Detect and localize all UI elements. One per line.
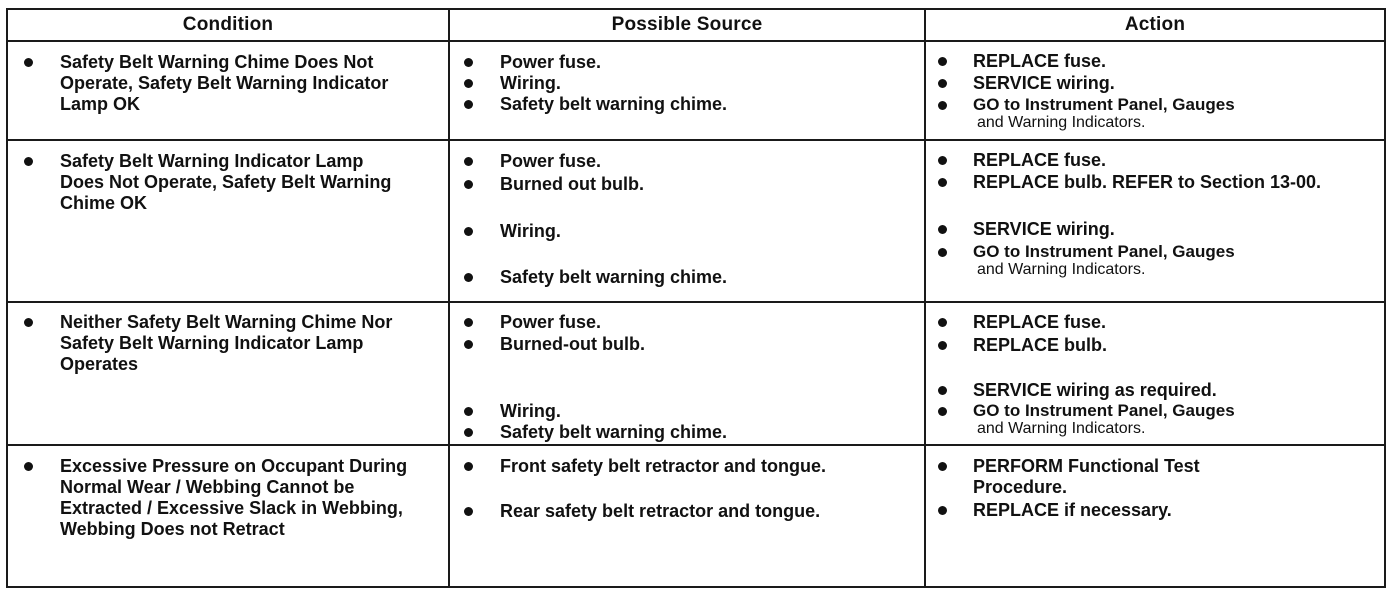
condition-item: Excessive Pressure on Occupant During Normal Wear / Webbing Cannot be Extracted / Excessive Slack in Webbing, Webbing Does not Retract bbox=[8, 456, 436, 540]
action-cell bbox=[925, 140, 1385, 302]
action-item: GO to Instrument Panel, Gauges bbox=[926, 401, 1376, 420]
source-item: Power fuse. bbox=[450, 312, 916, 333]
action-item: REPLACE fuse. bbox=[926, 51, 1376, 72]
bullet-icon bbox=[464, 100, 473, 109]
source-item: Safety belt warning chime. bbox=[450, 422, 916, 443]
table-row bbox=[7, 41, 1385, 140]
bullet-icon bbox=[464, 428, 473, 437]
source-item: Power fuse. bbox=[450, 151, 916, 172]
header-action: Action bbox=[925, 9, 1385, 41]
condition-item: Neither Safety Belt Warning Chime Nor Safety Belt Warning Indicator Lamp Operates bbox=[8, 312, 444, 375]
action-item: SERVICE wiring. bbox=[926, 219, 1376, 240]
action-item: GO to Instrument Panel, Gauges bbox=[926, 242, 1376, 261]
condition-cell bbox=[7, 445, 449, 587]
source-item: Burned-out bulb. bbox=[450, 334, 916, 355]
bullet-icon bbox=[464, 507, 473, 516]
condition-item: Safety Belt Warning Chime Does Not Operate, Safety Belt Warning Indicator Lamp OK bbox=[8, 52, 428, 115]
table-row bbox=[7, 140, 1385, 302]
bullet-icon bbox=[464, 340, 473, 349]
header-condition: Condition bbox=[7, 9, 449, 41]
action-continuation: and Warning Indicators. bbox=[977, 420, 1146, 437]
bullet-icon bbox=[464, 273, 473, 282]
action-item: REPLACE if necessary. bbox=[926, 500, 1376, 521]
source-item: Safety belt warning chime. bbox=[450, 94, 916, 115]
condition-cell bbox=[7, 41, 449, 140]
action-cell bbox=[925, 445, 1385, 587]
action-item: REPLACE fuse. bbox=[926, 312, 1376, 333]
source-item: Safety belt warning chime. bbox=[450, 267, 916, 288]
condition-item: Safety Belt Warning Indicator Lamp Does Not Operate, Safety Belt Warning Chime OK bbox=[8, 151, 408, 214]
action-item: REPLACE bulb. REFER to Section 13-00. bbox=[926, 172, 1344, 193]
bullet-icon bbox=[938, 79, 947, 88]
bullet-icon bbox=[464, 180, 473, 189]
bullet-icon bbox=[464, 58, 473, 67]
source-item: Rear safety belt retractor and tongue. bbox=[450, 501, 844, 522]
header-row bbox=[7, 9, 1385, 41]
header-source: Possible Source bbox=[449, 9, 925, 41]
source-item: Front safety belt retractor and tongue. bbox=[450, 456, 844, 477]
source-cell bbox=[449, 302, 925, 445]
bullet-icon bbox=[938, 248, 947, 257]
bullet-icon bbox=[24, 157, 33, 166]
action-continuation: and Warning Indicators. bbox=[977, 114, 1146, 131]
action-item: PERFORM Functional Test Procedure. bbox=[926, 456, 1274, 498]
action-item: REPLACE bulb. bbox=[926, 335, 1376, 356]
condition-cell bbox=[7, 302, 449, 445]
source-item: Wiring. bbox=[450, 73, 916, 94]
source-item: Power fuse. bbox=[450, 52, 916, 73]
table-row bbox=[7, 445, 1385, 587]
bullet-icon bbox=[464, 79, 473, 88]
bullet-icon bbox=[938, 318, 947, 327]
bullet-icon bbox=[938, 341, 947, 350]
bullet-icon bbox=[938, 462, 947, 471]
bullet-icon bbox=[938, 506, 947, 515]
source-cell bbox=[449, 445, 925, 587]
action-cell bbox=[925, 302, 1385, 445]
action-continuation: and Warning Indicators. bbox=[977, 261, 1146, 278]
bullet-icon bbox=[938, 178, 947, 187]
source-cell bbox=[449, 140, 925, 302]
bullet-icon bbox=[24, 462, 33, 471]
bullet-icon bbox=[464, 462, 473, 471]
source-item: Burned out bulb. bbox=[450, 174, 916, 195]
bullet-icon bbox=[464, 157, 473, 166]
bullet-icon bbox=[464, 407, 473, 416]
action-item: SERVICE wiring. bbox=[926, 73, 1376, 94]
bullet-icon bbox=[938, 57, 947, 66]
action-item: SERVICE wiring as required. bbox=[926, 380, 1376, 401]
action-item: REPLACE fuse. bbox=[926, 150, 1376, 171]
bullet-icon bbox=[24, 58, 33, 67]
source-item: Wiring. bbox=[450, 221, 916, 242]
diagnosis-table bbox=[6, 8, 1386, 588]
table-row bbox=[7, 302, 1385, 445]
bullet-icon bbox=[938, 225, 947, 234]
bullet-icon bbox=[464, 227, 473, 236]
action-cell bbox=[925, 41, 1385, 140]
bullet-icon bbox=[938, 407, 947, 416]
source-cell bbox=[449, 41, 925, 140]
bullet-icon bbox=[938, 386, 947, 395]
bullet-icon bbox=[24, 318, 33, 327]
bullet-icon bbox=[464, 318, 473, 327]
condition-cell bbox=[7, 140, 449, 302]
bullet-icon bbox=[938, 156, 947, 165]
action-item: GO to Instrument Panel, Gauges bbox=[926, 95, 1376, 114]
bullet-icon bbox=[938, 101, 947, 110]
source-item: Wiring. bbox=[450, 401, 916, 422]
